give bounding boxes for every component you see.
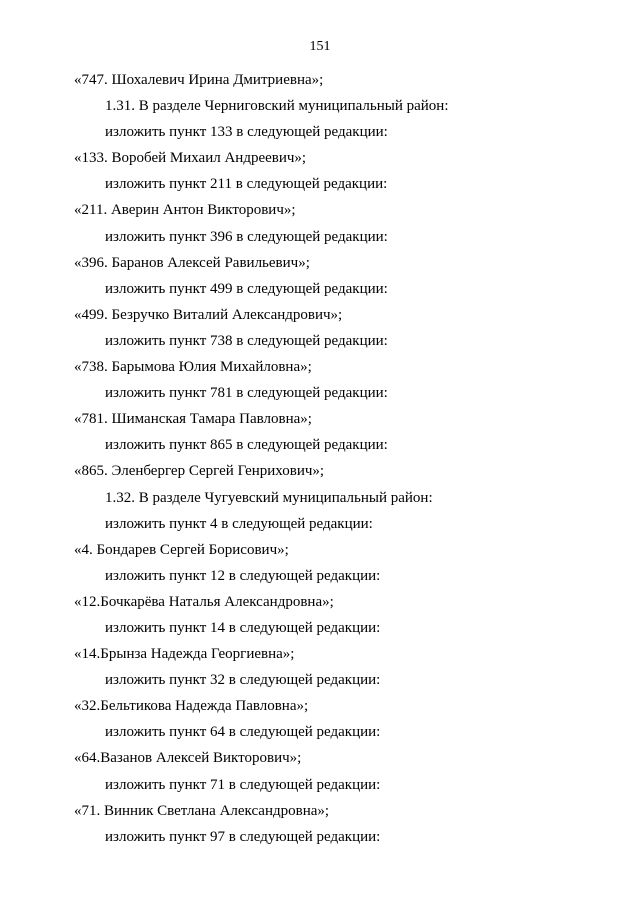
amendment-instruction: изложить пункт 396 в следующей редакции: — [105, 228, 388, 245]
amendment-instruction: изложить пункт 12 в следующей редакции: — [105, 567, 381, 584]
list-entry: «781. Шиманская Тамара Павловна»; — [74, 411, 312, 428]
section-heading: 1.31. В разделе Черниговский муниципальный район: — [105, 98, 449, 115]
list-entry: «32.Бельтикова Надежда Павловна»; — [74, 698, 309, 715]
amendment-instruction: изложить пункт 97 в следующей редакции: — [105, 828, 381, 845]
amendment-instruction: изложить пункт 133 в следующей редакции: — [105, 124, 388, 141]
list-entry: «738. Барымова Юлия Михайловна»; — [74, 359, 312, 376]
list-entry: «71. Винник Светлана Александровна»; — [74, 802, 330, 819]
list-entry: «499. Безручко Виталий Александрович»; — [74, 306, 343, 323]
amendment-instruction: изложить пункт 64 в следующей редакции: — [105, 724, 381, 741]
amendment-instruction: изложить пункт 14 в следующей редакции: — [105, 619, 381, 636]
list-entry: «12.Бочкарёва Наталья Александровна»; — [74, 593, 334, 610]
list-entry: «865. Эленбергер Сергей Генрихович»; — [74, 463, 325, 480]
list-entry: «747. Шохалевич Ирина Дмитриевна»; — [74, 72, 324, 88]
list-entry: «4. Бондарев Сергей Борисович»; — [74, 541, 289, 558]
amendment-instruction: изложить пункт 32 в следующей редакции: — [105, 672, 381, 689]
amendment-instruction: изложить пункт 865 в следующей редакции: — [105, 437, 388, 454]
document-body — [0, 67, 640, 850]
list-entry: «396. Баранов Алексей Равильевич»; — [74, 254, 310, 271]
amendment-instruction: изложить пункт 4 в следующей редакции: — [105, 515, 373, 532]
amendment-instruction: изложить пункт 499 в следующей редакции: — [105, 280, 388, 297]
list-entry: «211. Аверин Антон Викторович»; — [74, 202, 296, 219]
list-entry: «133. Воробей Михаил Андреевич»; — [74, 150, 307, 167]
amendment-instruction: изложить пункт 738 в следующей редакции: — [105, 332, 388, 349]
amendment-instruction: изложить пункт 211 в следующей редакции: — [105, 176, 388, 193]
amendment-instruction: изложить пункт 71 в следующей редакции: — [105, 776, 381, 793]
section-heading: 1.32. В разделе Чугуевский муниципальный район: — [105, 489, 433, 506]
page-number: 151 — [309, 39, 331, 54]
list-entry: «64.Вазанов Алексей Викторович»; — [74, 750, 302, 767]
list-entry: «14.Брынза Надежда Георгиевна»; — [74, 646, 295, 663]
amendment-instruction: изложить пункт 781 в следующей редакции: — [105, 385, 388, 402]
